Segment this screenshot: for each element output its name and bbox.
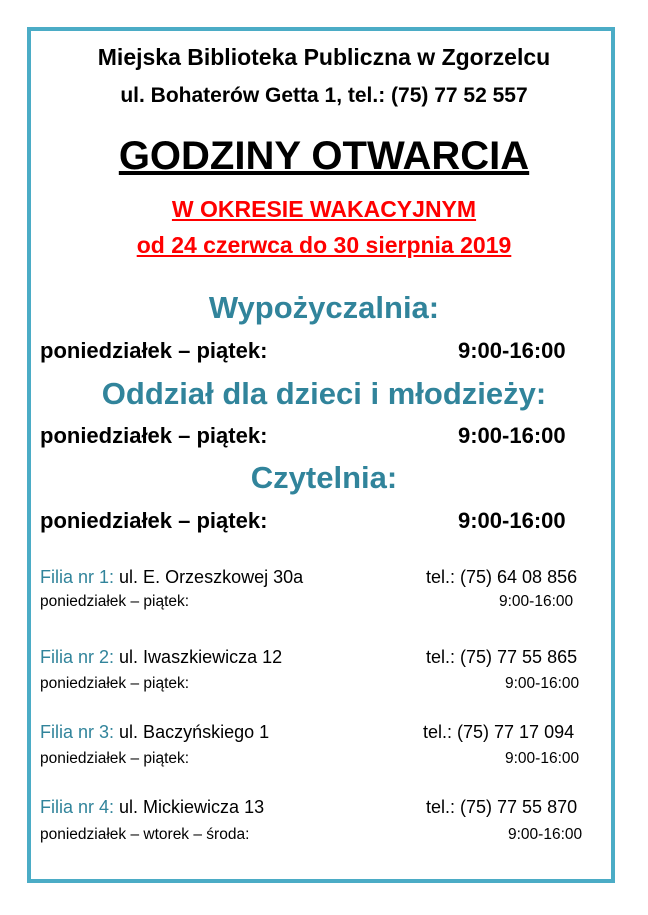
branch-hours: 9:00-16:00 [508,826,583,843]
branch-2-line [40,647,282,668]
period-label: W OKRESIE WAKACYJNYM [171,196,477,222]
branch-days: poniedziałek – piątek: [40,675,190,692]
branch-address: ul. Baczyńskiego 1 [119,722,270,742]
branch-hours: 9:00-16:00 [505,750,580,767]
section-heading-children: Oddział dla dzieci i młodzieży: [101,376,547,411]
section-hours-children: 9:00-16:00 [458,423,566,448]
branch-label: Filia nr 2: [40,647,115,667]
branch-label: Filia nr 4: [40,797,115,817]
branch-label: Filia nr 1: [40,567,115,587]
branch-hours: 9:00-16:00 [499,593,574,610]
branch-phone: tel.: (75) 77 55 865 [426,647,578,667]
section-hours-lending: 9:00-16:00 [458,338,566,363]
branch-days: poniedziałek – piątek: [40,593,190,610]
branch-phone: tel.: (75) 77 55 870 [426,797,578,817]
branch-1-line [40,567,303,588]
branch-days: poniedziałek – wtorek – środa: [40,826,250,843]
section-days-children: poniedziałek – piątek: [40,423,268,448]
section-days-lending: poniedziałek – piątek: [40,338,268,363]
library-name: Miejska Biblioteka Publiczna w Zgorzelcu [97,44,551,70]
branch-address: ul. Mickiewicza 13 [119,797,265,817]
section-days-reading-room: poniedziałek – piątek: [40,508,268,533]
branch-days: poniedziałek – piątek: [40,750,190,767]
page-title: GODZINY OTWARCIA [118,134,530,178]
section-heading-reading-room: Czytelnia: [250,460,398,495]
period-dates: od 24 czerwca do 30 sierpnia 2019 [136,232,512,258]
branch-3-line [40,722,269,743]
branch-phone: tel.: (75) 64 08 856 [426,567,578,587]
section-heading-lending: Wypożyczalnia: [208,290,440,325]
branch-4-line [40,797,264,818]
section-hours-reading-room: 9:00-16:00 [458,508,566,533]
branch-address: ul. E. Orzeszkowej 30a [119,567,304,587]
branch-address: ul. Iwaszkiewicza 12 [119,647,283,667]
library-address: ul. Bohaterów Getta 1, tel.: (75) 77 52 557 [120,84,528,107]
branch-phone: tel.: (75) 77 17 094 [423,722,575,742]
branch-label: Filia nr 3: [40,722,115,742]
branch-hours: 9:00-16:00 [505,675,580,692]
